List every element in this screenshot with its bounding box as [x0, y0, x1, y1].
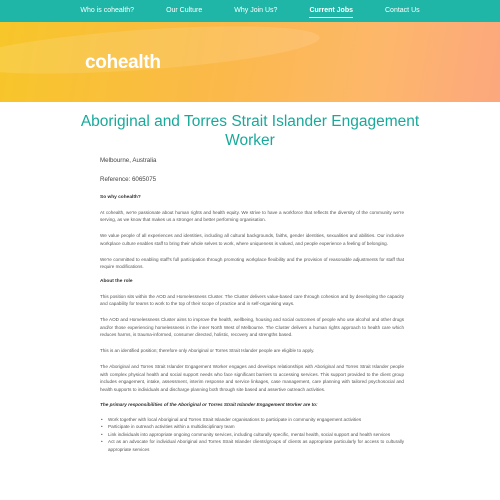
job-description — [100, 154, 404, 453]
job-reference: Reference: 6065075 — [100, 176, 157, 183]
role-paragraph-1: This position sits within the AOD and Homelessness Cluster. The Cluster delivers value-based care through cohesion and by developing the capacity and capability for teams to work to the top of their scope of practice and in self-organising ways. — [100, 293, 404, 306]
responsibilities-heading: The primary responsibilities of the Aboriginal or Torres Strait Islander Engagement Worker are to: — [100, 401, 318, 407]
why-heading: So why cohealth? — [100, 195, 141, 200]
nav-current-jobs[interactable]: Current Jobs — [309, 0, 353, 22]
hero-banner — [0, 22, 500, 102]
nav-our-culture[interactable]: Our Culture — [166, 7, 203, 14]
list-item: • Act as an advocate for individual Aboriginal and Torres Strait Islander clients/groups of clients as appropriate particularly for access to culturally appropriate services — [100, 438, 404, 453]
role-paragraph-4: The Aboriginal and Torres Strait Islander Engagement Worker engages and develops relationships with Aboriginal and Torres Strait Islander people with complex physical health and social support needs who face significant barriers to accessing services. This support provided to the client group includes engagement, intake, assessment, interim response and service linkages, case management, care planning with tailored psychosocial and health supports to individuals and discharge planning both through site based and assertive outreach activities. — [100, 364, 404, 392]
list-item: • Participate in outreach activities within a multidisciplinary team — [100, 423, 404, 431]
nav-why-join-us[interactable]: Why Join Us? — [234, 7, 278, 14]
list-item: • Link individuals into appropriate ongoing community services, including culturally specific, mental health, social support and health services — [100, 431, 404, 439]
responsibilities-list — [100, 416, 404, 454]
role-paragraph-3: This is an identified position; therefore only Aboriginal or Torres Strait Islander people are eligible to apply. — [100, 348, 315, 353]
job-title: Aboriginal and Torres Strait Islander Engagement Worker — [80, 113, 420, 149]
about-role-heading: About the role — [100, 279, 133, 284]
role-paragraph-2: The AOD and Homelessness Cluster aims to improve the health, wellbeing, housing and social outcomes of people who use alcohol and other drugs and/or those experiencing homelessness in the inner North West of Melbourne. The Cluster delivers a human rights approach to health care which reduces harms, is trauma-informed, consumer directed, holistic, recovery and strengths based. — [100, 317, 404, 337]
top-navigation — [0, 0, 500, 22]
why-paragraph-1: At cohealth, we're passionate about human rights and health equity. We strive to have a workforce that reflects the diversity of the community we're serving, as we know that makes us a stronger and better performing organisation. — [100, 209, 404, 222]
nav-contact-us[interactable]: Contact Us — [385, 7, 420, 14]
nav-who-is-cohealth[interactable]: Who is cohealth? — [80, 7, 135, 14]
why-paragraph-3: We're committed to enabling staff's full participation through promoting workplace flexibility and the provision of reasonable adjustments for staff that require modifications. — [100, 256, 404, 269]
job-location: Melbourne, Australia — [100, 157, 157, 164]
why-paragraph-2: We value people of all experiences and identities, including all cultural backgrounds, faiths, gender identities, sexualities and abilities. Our inclusive workplace culture enables staff to bring their whole selves to work, where uniqueness is valued, and people experience a feeling of belonging. — [100, 233, 404, 246]
list-item: • Work together with local Aboriginal and Torres Strait Islander organisations to participate in community engagement activities — [100, 416, 404, 424]
cohealth-logo[interactable]: cohealth — [85, 52, 161, 73]
